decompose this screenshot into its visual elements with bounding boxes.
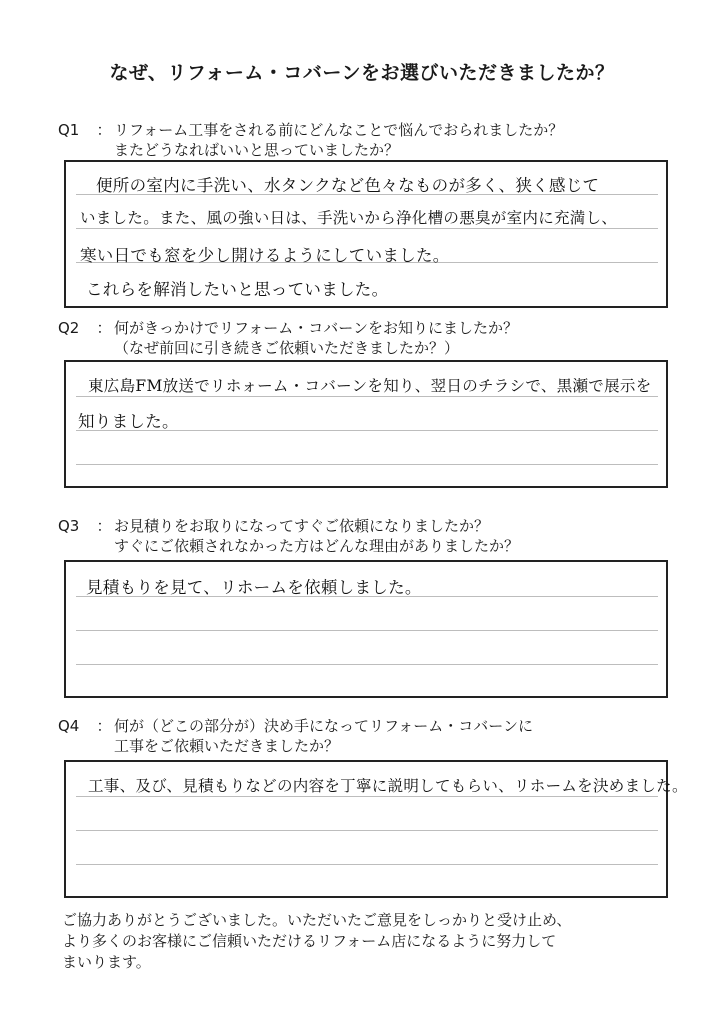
handwritten-answer-line: 知りました。 [78, 412, 179, 431]
question-2 [58, 318, 518, 358]
question-text-line-1: お見積りをお取りになってすぐご依頼になりましたか？ [114, 517, 490, 535]
question-3 [58, 516, 519, 556]
handwritten-answer-line: 東広島FM放送でリホォーム・コバーンを知り、翌日のチラシで、黒瀬で展示を [88, 377, 652, 395]
question-4 [58, 716, 533, 756]
question-colon: ： [96, 717, 112, 735]
question-text-line-2: またどうなればいいと思っていましたか？ [114, 141, 400, 159]
handwritten-answer-line: 寒い日でも窓を少し開けるようにしていました。 [80, 246, 450, 265]
question-number: Q2 [58, 319, 80, 337]
question-colon: ： [96, 121, 112, 139]
question-text-line-2: （なぜ前回に引き続きご依頼いただきましたか？） [114, 339, 460, 357]
answer-box-3 [64, 560, 668, 698]
question-number: Q3 [58, 517, 80, 535]
handwritten-answer-line: 便所の室内に手洗い、水タンクなど色々なものが多く、狭く感じて [96, 176, 600, 195]
page-title: なぜ、リフォーム・コバーンをお選びいただきましたか？ [109, 62, 615, 84]
handwritten-answer-line: 見積もりを見て、リホームを依頼しました。 [86, 578, 422, 597]
ruled-line [76, 796, 658, 797]
closing-line-2: より多くのお客様にご信頼いただけるリフォーム店になるように努力して [62, 932, 557, 950]
handwritten-answer-line: いました。また、風の強い日は、手洗いから浄化槽の悪臭が室内に充満し、 [80, 209, 618, 227]
question-text-line-1: リフォーム工事をされる前にどんなことで悩んでおられましたか？ [114, 121, 564, 139]
question-text-line-2: 工事をご依頼いただきましたか？ [114, 737, 340, 755]
ruled-line [76, 864, 658, 865]
question-text-line-1: 何がきっかけでリフォーム・コバーンをお知りにましたか？ [114, 319, 518, 337]
handwritten-answer-line: これらを解消したいと思っていました。 [86, 280, 389, 299]
question-text-line-1: 何が（どこの部分が）決め手になってリフォーム・コバーンに [114, 717, 533, 735]
answer-box-1 [64, 160, 668, 308]
ruled-line [76, 228, 658, 229]
handwritten-answer-line: 工事、及び、見積もりなどの内容を丁寧に説明してもらい、リホームを決めました。 [88, 777, 688, 795]
question-number: Q1 [58, 121, 80, 139]
ruled-line [76, 630, 658, 631]
question-text-line-2: すぐにご依頼されなかった方はどんな理由がありましたか？ [114, 537, 520, 555]
ruled-line [76, 830, 658, 831]
closing-line-1: ご協力ありがとうございました。いただいたご意見をしっかりと受け止め、 [62, 911, 572, 929]
ruled-line [76, 396, 658, 397]
ruled-line [76, 464, 658, 465]
answer-box-4 [64, 760, 688, 898]
question-colon: ： [96, 319, 112, 337]
closing-line-3: まいります。 [62, 953, 151, 971]
ruled-line [76, 664, 658, 665]
closing-message [62, 910, 571, 973]
question-colon: ： [96, 517, 112, 535]
question-1 [58, 120, 563, 160]
question-number: Q4 [58, 717, 80, 735]
answer-box-2 [64, 360, 668, 488]
